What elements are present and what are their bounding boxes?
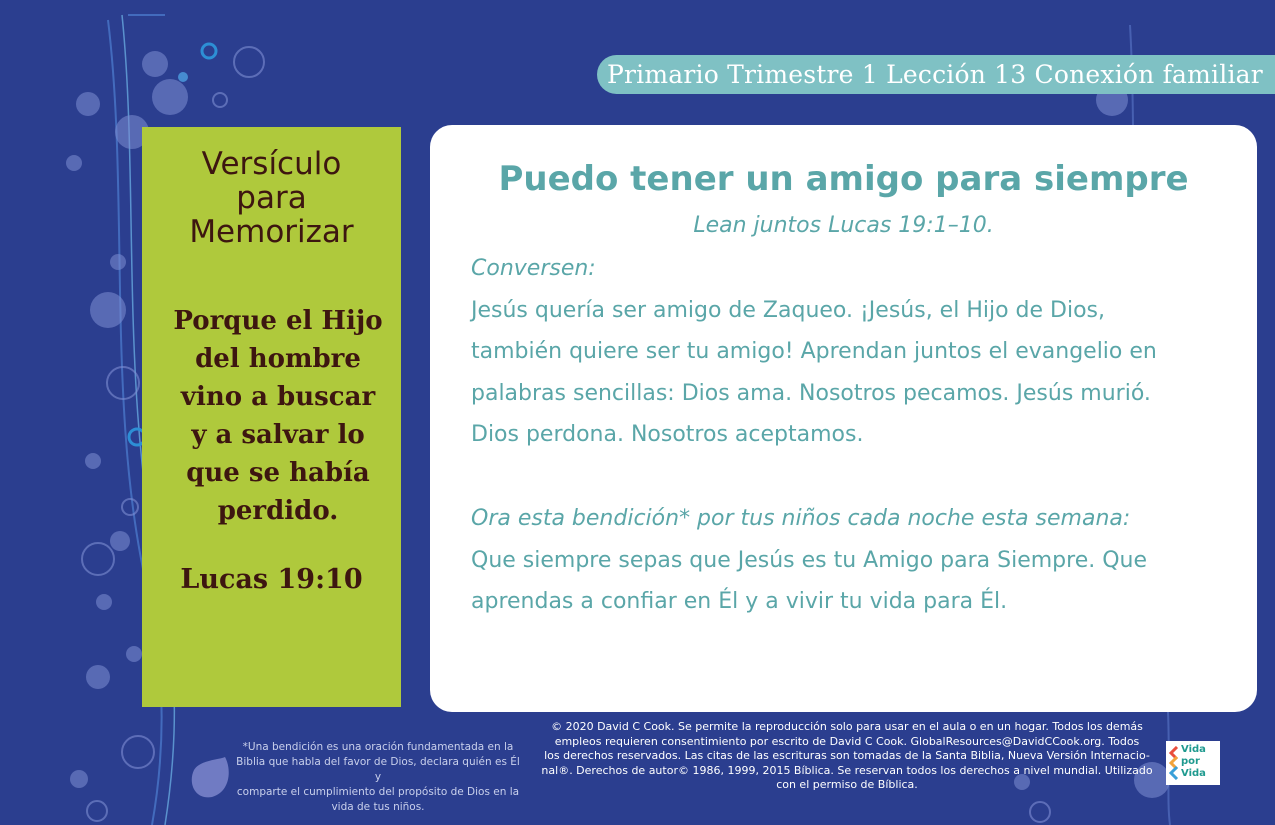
memory-heading-line: Memorizar: [189, 214, 354, 250]
copyright-line: empleos requieren consentimiento por escrito de David C Cook. GlobalResources@DavidCCook.org. Todos: [554, 734, 1140, 748]
talk-label: Conversen:: [471, 256, 596, 281]
verse-line: perdido.: [217, 496, 339, 526]
logo-line: Vida: [1181, 744, 1206, 755]
memory-verse-text: [158, 302, 398, 530]
memory-verse-heading: [142, 147, 401, 249]
talk-line: también quiere ser tu amigo! Aprendan juntos el evangelio en: [471, 339, 1157, 364]
verse-reference: Lucas 19:10: [180, 564, 363, 595]
verse-line: que se había: [186, 458, 370, 488]
copyright-notice: [534, 720, 1160, 793]
memory-heading-line: para: [236, 180, 307, 216]
logo-line: Vida: [1181, 768, 1206, 779]
footnote-line: *Una bendición es una oración fundamentada en la: [242, 741, 514, 753]
footnote-line: comparte el cumplimiento del propósito de Dios en la: [236, 786, 520, 798]
memory-heading-line: Versículo: [201, 146, 342, 182]
verse-line: y a salvar lo: [191, 420, 365, 450]
logo-mark-icon: [1169, 746, 1181, 780]
talk-line: Jesús quería ser amigo de Zaqueo. ¡Jesús, el Hijo de Dios,: [471, 297, 1106, 323]
talk-section: [471, 248, 1241, 456]
lesson-content-card: [430, 125, 1257, 712]
verse-line: vino a buscar: [180, 382, 376, 412]
blessing-line: aprendas a confiar en Él y a vivir tu vida para Él.: [471, 589, 1008, 614]
blessing-label: Ora esta bendición* por tus niños cada noche esta semana:: [471, 506, 1131, 531]
memory-verse-card: [142, 127, 401, 707]
blessing-line: Que siempre sepas que Jesús es tu Amigo para Siempre. Que: [471, 547, 1148, 573]
copyright-line: los derechos reservados. Las citas de las escrituras son tomadas de la Santa Biblia, Nueva Versión Internacio-: [544, 749, 1150, 762]
copyright-line: con el permiso de Bíblica.: [776, 778, 918, 791]
talk-line: Dios perdona. Nosotros aceptamos.: [471, 422, 864, 447]
logo-text: [1181, 744, 1219, 780]
footnote-line: Biblia que habla del favor de Dios, declara quién es Él y: [236, 756, 520, 783]
copyright-line: © 2020 David C Cook. Se permite la reproducción solo para usar en el aula o en un hogar. Todos los demás: [551, 720, 1143, 733]
logo-line: por: [1181, 756, 1200, 767]
lesson-title: Puedo tener un amigo para siempre: [498, 159, 1189, 199]
talk-line: palabras sencillas: Dios ama. Nosotros pecamos. Jesús murió.: [471, 380, 1151, 406]
verse-line: del hombre: [195, 344, 361, 374]
reading-instruction: Lean juntos Lucas 19:1–10.: [693, 213, 994, 238]
footnote-line: vida de tus niños.: [331, 801, 425, 813]
copyright-line: nal®. Derechos de autor© 1986, 1999, 2015 Bíblica. Se reservan todos los derechos a nivel mundial. Utilizado: [541, 763, 1153, 777]
blessing-section: [471, 498, 1241, 623]
lesson-header: Primario Trimestre 1 Lección 13 Conexión familiar: [597, 55, 1275, 94]
vida-por-vida-logo: [1166, 741, 1220, 785]
blessing-footnote: [236, 740, 520, 815]
verse-line: Porque el Hijo: [173, 306, 383, 336]
